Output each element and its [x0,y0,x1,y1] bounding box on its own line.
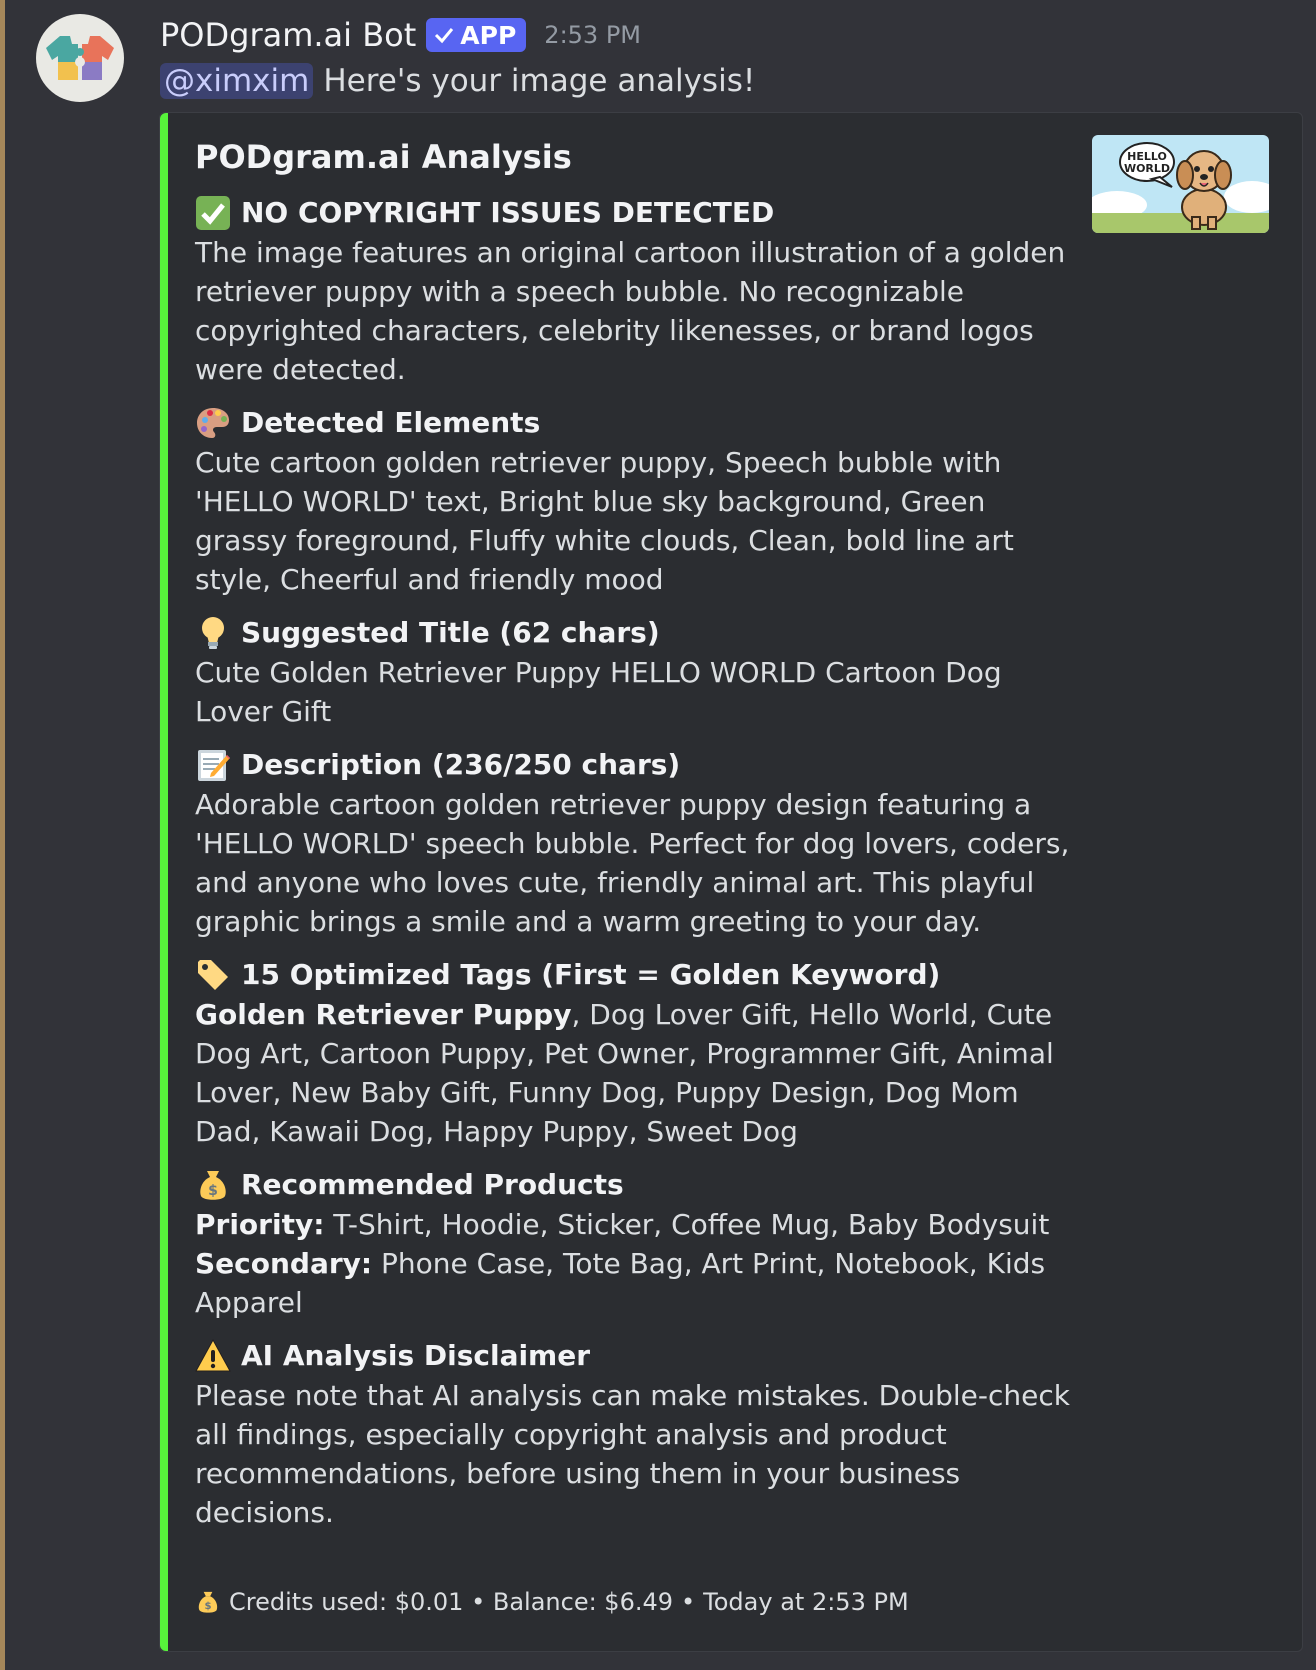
lightbulb-icon [195,615,231,651]
field-suggested-title [195,613,1075,731]
field-detected-elements-value: Cute cartoon golden retriever puppy, Speech bubble with 'HELLO WORLD' text, Bright blue sky background, Green grassy foreground, Fluffy white clouds, Clean, bold line art style, Cheerful and friendly mood [195,446,1014,596]
field-tags [195,955,1075,1151]
puppy-thumbnail-image [1092,135,1269,233]
embed-accent-bar [160,113,168,1651]
tags-list: , Dog Lover Gift, Hello World, Cute Dog Art, Cartoon Puppy, Pet Owner, Programmer Gift, Animal Lover, New Baby Gift, Funny Dog, Puppy Design, Dog Mom Dad, Kawaii Dog, Happy Puppy, Sweet Dog [195,998,1054,1148]
field-detected-elements-name: Detected Elements [241,406,541,439]
svg-text:$: $ [208,1183,218,1199]
field-products [195,1165,1075,1322]
embed-body [195,135,1075,1546]
check-mark-icon [195,195,231,231]
field-copyright-value: The image features an original cartoon illustration of a golden retriever puppy with a speech bubble. No recognizable copyrighted characters, celebrity likenesses, or brand logos were detected. [195,236,1066,386]
footer-time: Today at 2:53 PM [703,1588,909,1616]
field-detected-elements [195,403,1075,599]
user-mention[interactable]: @ximxim [160,63,313,99]
footer-text: Credits used: $0.01 • Balance: $6.49 [229,1588,673,1616]
field-description [195,745,1075,941]
timestamp[interactable]: 2:53 PM [544,21,641,49]
field-products-name: Recommended Products [241,1168,624,1201]
secondary-products: Phone Case, Tote Bag, Art Print, Notebook, Kids Apparel [195,1247,1046,1319]
priority-products: T-Shirt, Hoodie, Sticker, Coffee Mug, Baby Bodysuit [324,1208,1050,1241]
app-badge [426,18,526,52]
field-description-value: Adorable cartoon golden retriever puppy design featuring a 'HELLO WORLD' speech bubble. Perfect for dog lovers, coders, and anyone who loves cute, friendly animal art. This playful graphic brings a smile and a warm greeting to your day. [195,788,1070,938]
priority-label: Priority: [195,1208,325,1241]
secondary-label: Secondary: [195,1247,373,1280]
memo-icon [195,747,231,783]
golden-keyword: Golden Retriever Puppy [195,998,572,1031]
message-highlight-bar [0,0,5,1670]
money-bag-icon [195,1167,231,1203]
message-header [160,12,641,58]
warning-icon [195,1338,231,1374]
message-text: Here's your image analysis! [323,63,756,99]
palette-icon [195,405,231,441]
embed-thumbnail[interactable] [1092,135,1269,233]
money-bag-icon [195,1589,221,1615]
field-copyright [195,193,1075,389]
checkmark-icon [432,23,456,47]
avatar[interactable] [36,14,124,102]
label-icon [195,957,231,993]
field-products-value [195,1205,1075,1322]
embed-footer [195,1583,909,1621]
svg-text:$: $ [204,1601,212,1613]
field-description-name: Description (236/250 chars) [241,748,681,781]
author-name[interactable]: PODgram.ai Bot [160,16,417,54]
field-disclaimer [195,1336,1075,1532]
analysis-embed [159,112,1303,1652]
field-suggested-title-name: Suggested Title (62 chars) [241,616,660,649]
app-badge-label: APP [460,20,517,50]
field-copyright-name: NO COPYRIGHT ISSUES DETECTED [241,196,775,229]
field-tags-value [195,995,1075,1151]
field-tags-name: 15 Optimized Tags (First = Golden Keyword) [241,958,941,991]
svg-text:WORLD: WORLD [1123,162,1171,175]
field-disclaimer-name: AI Analysis Disclaimer [241,1339,591,1372]
puzzle-shirt-icon [36,14,124,102]
embed-title: PODgram.ai Analysis [195,138,572,176]
footer-separator: • [681,1588,696,1616]
svg-text:HELLO: HELLO [1127,150,1167,163]
message-content [160,58,755,104]
field-suggested-title-value: Cute Golden Retriever Puppy HELLO WORLD Cartoon Dog Lover Gift [195,656,1002,728]
field-disclaimer-value: Please note that AI analysis can make mistakes. Double-check all findings, especially copyright analysis and product recommendations, before using them in your business decisions. [195,1379,1070,1529]
